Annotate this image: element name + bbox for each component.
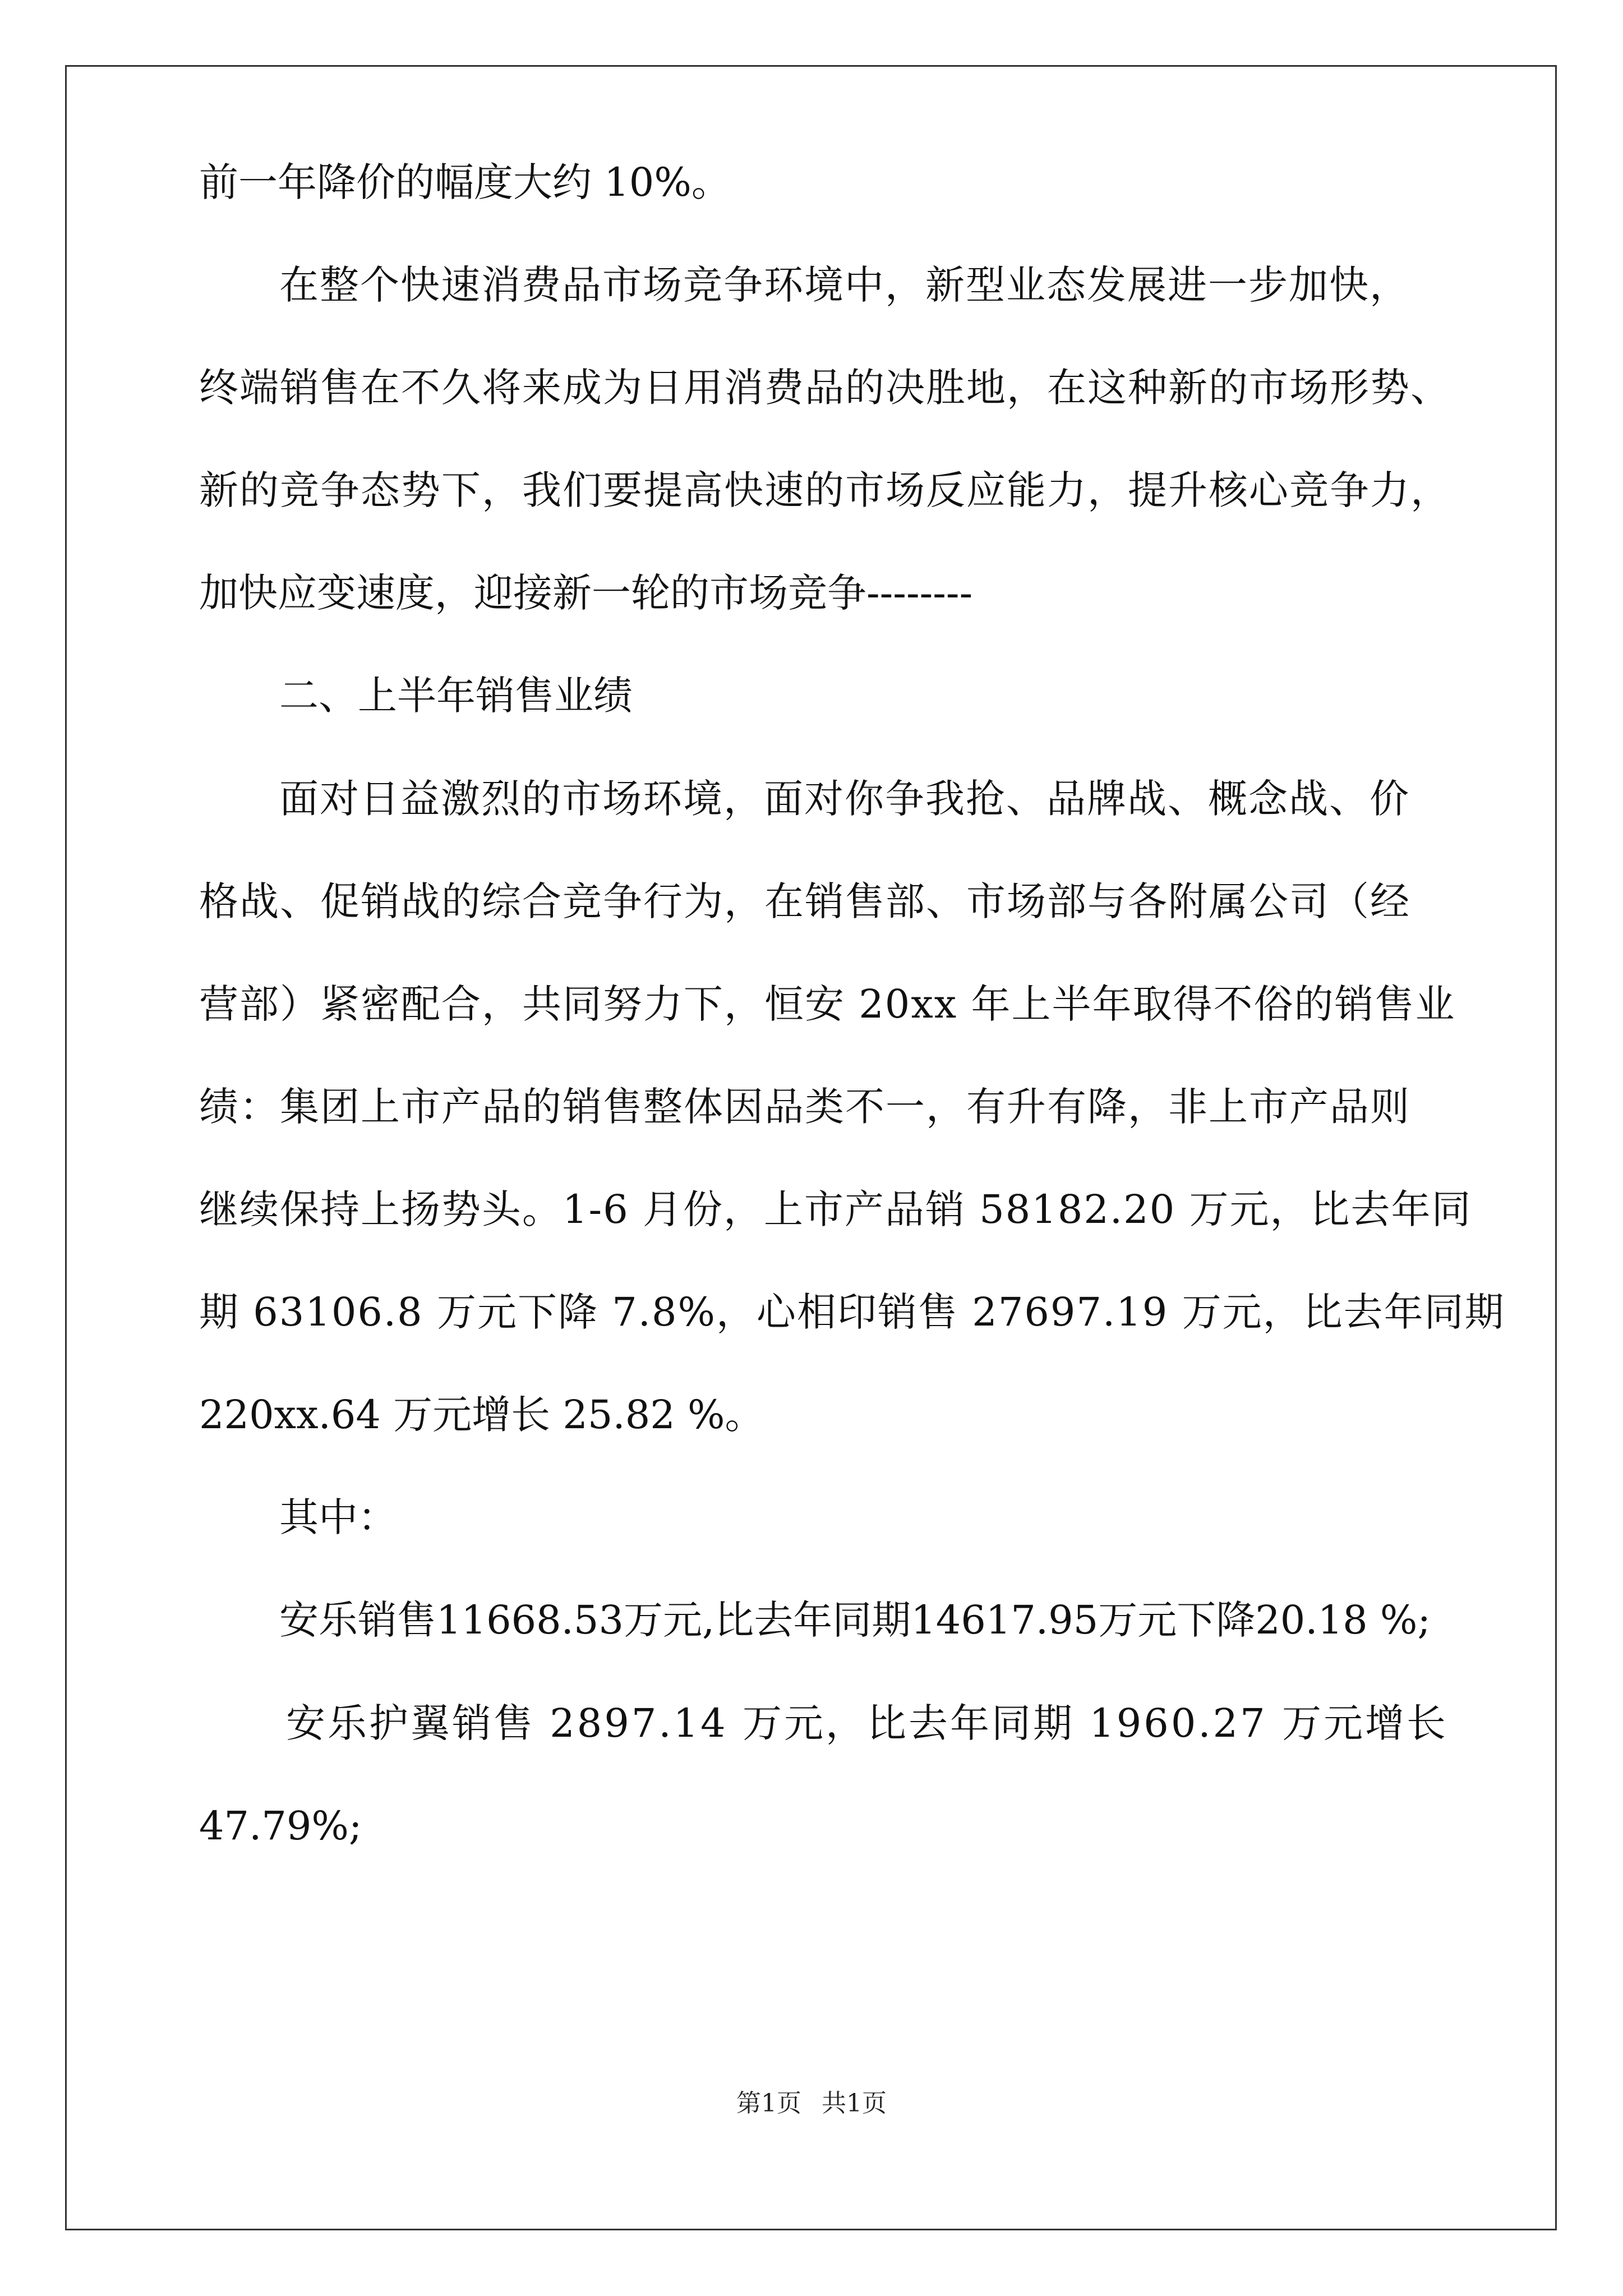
paragraph-line: 220xx.64 万元增长 25.82 %。 xyxy=(199,1392,764,1438)
paragraph-line: 加快应变速度，迎接新一轮的市场竞争-------- xyxy=(199,570,973,616)
section-heading: 二、上半年销售业绩 xyxy=(279,673,633,719)
paragraph-line: 47.79%; xyxy=(199,1803,362,1849)
paragraph-line: 安乐护翼销售 2897.14 万元，比去年同期 1960.27 万元增长 xyxy=(286,1700,1448,1746)
paragraph-line: 继续保持上扬势头。1-6 月份，上市产品销 58182.20 万元，比去年同 xyxy=(199,1186,1472,1232)
paragraph-line: 格战、促销战的综合竞争行为，在销售部、市场部与各附属公司（经 xyxy=(199,878,1410,924)
paragraph-line: 安乐销售11668.53万元,比去年同期14617.95万元下降20.18 %; xyxy=(279,1597,1431,1643)
page-number: 第1页 xyxy=(736,2089,801,2118)
paragraph-line: 终端销售在不久将来成为日用消费品的决胜地，在这种新的市场形势、 xyxy=(199,365,1451,411)
page-total: 共1页 xyxy=(822,2089,887,2118)
paragraph-line: 绩：集团上市产品的销售整体因品类不一，有升有降，非上市产品则 xyxy=(199,1084,1410,1130)
paragraph-line: 在整个快速消费品市场竞争环境中，新型业态发展进一步加快， xyxy=(279,262,1410,308)
paragraph-line: 期 63106.8 万元下降 7.8%，心相印销售 27697.19 万元，比去年同期 xyxy=(199,1289,1505,1335)
paragraph-line: 新的竞争态势下，我们要提高快速的市场反应能力，提升核心竞争力， xyxy=(199,467,1451,513)
page-footer xyxy=(0,2091,1623,2116)
paragraph-line: 其中： xyxy=(279,1494,397,1540)
paragraph-line: 营部）紧密配合，共同努力下，恒安 20xx 年上半年取得不俗的销售业 xyxy=(199,981,1456,1027)
paragraph-line: 面对日益激烈的市场环境，面对你争我抢、品牌战、概念战、价 xyxy=(279,776,1410,822)
paragraph-line: 前一年降价的幅度大约 10%。 xyxy=(199,159,731,205)
